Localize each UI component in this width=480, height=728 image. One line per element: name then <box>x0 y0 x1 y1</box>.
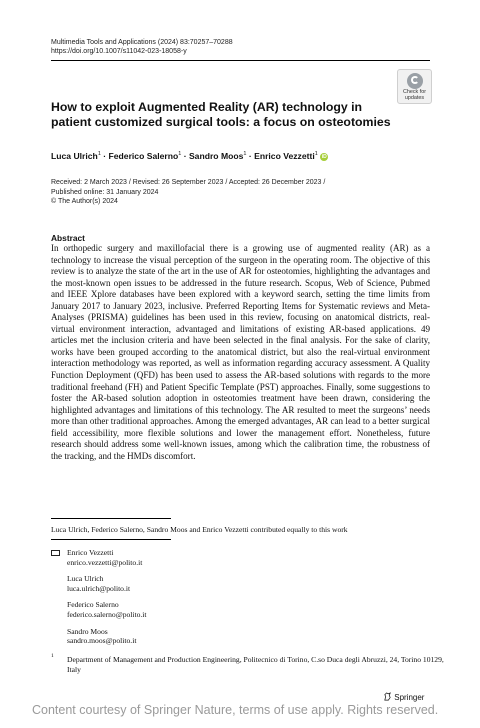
author-name[interactable]: Sandro Moos <box>188 151 244 161</box>
author-name[interactable]: Federico Salerno <box>108 151 179 161</box>
affiliation-number: 1 <box>51 653 54 659</box>
contact-entry <box>67 548 147 567</box>
contact-entry <box>67 600 147 619</box>
dates-line2: Published online: 31 January 2024 <box>51 188 159 196</box>
paper-title: How to exploit Augmented Reality (AR) technology in patient customized surgical tools: a focus on osteotomies <box>51 100 391 129</box>
contact-list <box>67 548 147 653</box>
contact-entry <box>67 574 147 593</box>
contact-name: Enrico Vezzetti <box>67 548 114 557</box>
dates-line1: Received: 2 March 2023 / Revised: 26 September 2023 / Accepted: 26 December 2023 / <box>51 179 326 186</box>
header-rule <box>51 60 430 61</box>
contact-email[interactable]: federico.salerno@polito.it <box>67 609 147 619</box>
contribution-footnote: Luca Ulrich, Federico Salerno, Sandro Moos and Enrico Vezzetti contributed equally to this work <box>51 525 348 534</box>
contact-entry <box>67 627 147 646</box>
check-updates-line2: updates <box>404 94 425 101</box>
check-for-updates-badge[interactable] <box>397 69 432 104</box>
author-affiliation-mark: 1 <box>97 151 101 157</box>
publisher-name: Springer <box>394 693 425 702</box>
author-list <box>51 149 328 162</box>
abstract-body: In orthopedic surgery and maxillofacial there is a growing use of augmented reality (AR) as a technology to increase the visual perception of the surgeon in the operating room. The objective of this review is to analyze the state of the art in the use of AR for osteotomies, highlighting the advantages and the most-known open issues to be addressed in the future research. Scopus, Web of Science, Pubmed and IEEE Xplore databases have been explored with a keyword search, setting the time limits from January 2017 to January 2023, inclusive. Preferred Reporting Items for Systematic reviews and Meta-Analyses (PRISMA) guidelines has been used in this review, focusing on anatomical districts, real-virtual environment interaction, advantaged and limitations of existing AR-based applications. 49 articles met the inclusion criteria and have been selected in the final analysis. For the sake of clarity, works have been grouped according to the anatomical district, but also the real-virtual environment interaction methodology was reported, as well as information regarding accuracy assessment. A Quality Function Deployment (QFD) has been used to assess the AR-based solutions with regards to the more traditional freehand (FH) and Patient Specific Template (PST) approaches. Finally, some suggestions to foster the AR-based solution adoption in osteotomies treatment have been drawn, considering the highlighted advantages and limitations of this technology. The AR resulted to meet the surgeons’ needs more than other traditional approaches. Among the emerged advantages, AR can lead to a better surgical field accessibility, more flexible solutions and lower the management effort. Nonetheless, future research should address some well-known issues, among which the calibration time, the robustness of the tracking, and the HMDs discomfort. <box>51 243 430 461</box>
journal-citation: Multimedia Tools and Applications (2024) 83:70257–70288 <box>51 39 233 46</box>
envelope-icon <box>51 550 60 556</box>
journal-header <box>51 38 233 56</box>
publication-dates <box>51 178 325 207</box>
footnote-rule <box>51 518 171 519</box>
contact-email[interactable]: luca.ulrich@polito.it <box>67 583 131 593</box>
contact-email[interactable]: sandro.moos@polito.it <box>67 636 137 646</box>
abstract-heading: Abstract <box>51 233 85 243</box>
author-affiliation-mark: 1 <box>178 151 182 157</box>
contact-name: Sandro Moos <box>67 626 108 636</box>
author-name[interactable]: Enrico Vezzetti <box>254 151 315 161</box>
contact-name: Luca Ulrich <box>67 574 104 584</box>
author-separator: · <box>181 151 189 161</box>
doi-link[interactable]: https://doi.org/10.1007/s11042-023-18058-y <box>51 48 187 55</box>
publisher-logo <box>383 692 424 702</box>
author-separator: · <box>246 151 255 161</box>
contact-name: Federico Salerno <box>67 600 119 610</box>
author-separator: · <box>100 151 109 161</box>
courtesy-watermark: Content courtesy of Springer Nature, terms of use apply. Rights reserved. <box>32 703 439 717</box>
contact-email[interactable]: enrico.vezzetti@polito.it <box>67 557 143 567</box>
check-updates-icon <box>407 73 423 89</box>
check-updates-line1: Check for <box>402 89 427 95</box>
springer-horse-icon <box>383 692 392 701</box>
copyright-line: © The Author(s) 2024 <box>51 198 118 206</box>
author-affiliation-mark: 1 <box>243 151 247 157</box>
author-name[interactable]: Luca Ulrich <box>51 151 98 161</box>
author-affiliation-mark: 1 <box>314 151 318 157</box>
affiliation-text: Department of Management and Production Engineering, Politecnico di Torino, C.so Duca degli Abruzzi, 24, Torino 10129, Italy <box>67 655 444 674</box>
orcid-icon[interactable]: iD <box>321 153 327 160</box>
contacts-rule <box>51 539 171 540</box>
